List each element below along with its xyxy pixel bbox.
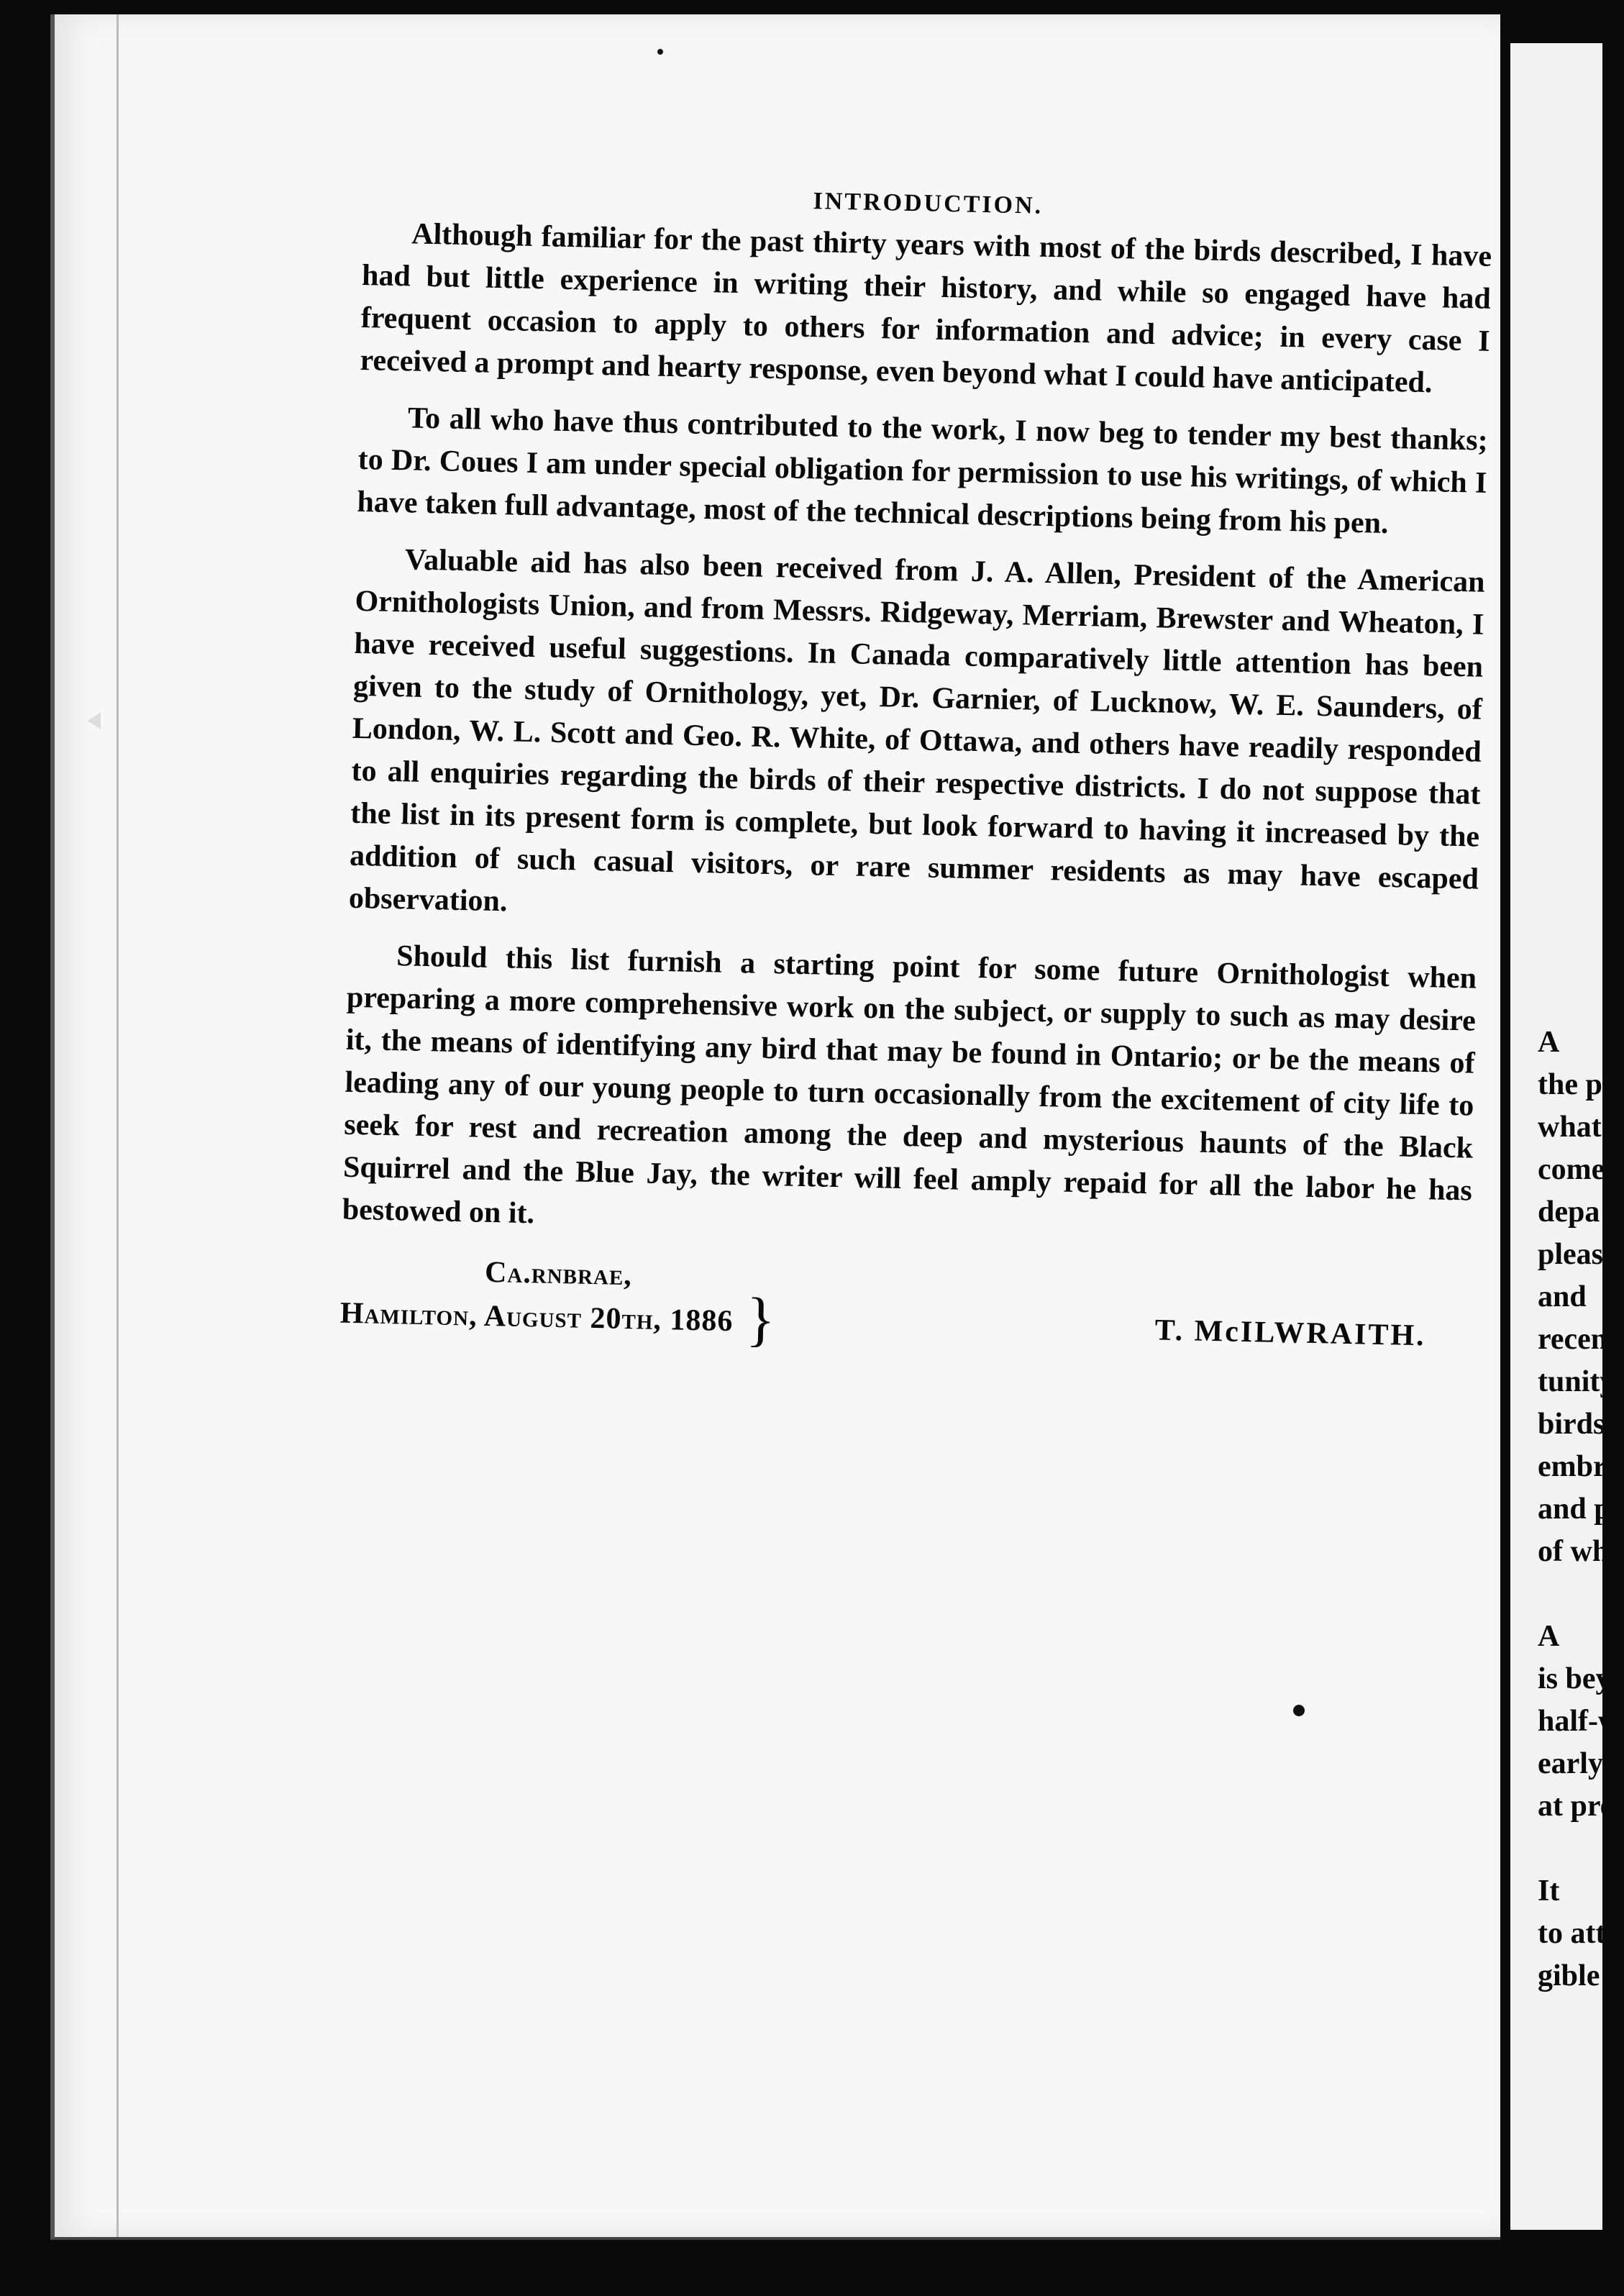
signature-author: T. McILWRAITH.	[1154, 1313, 1427, 1353]
spine-arrow-mark	[88, 712, 101, 729]
page-heading: INTRODUCTION.	[813, 188, 1044, 219]
adjacent-page-line: what	[1538, 1111, 1602, 1144]
adjacent-page-line: recen	[1538, 1323, 1608, 1356]
adjacent-page-line: of wh	[1538, 1535, 1610, 1568]
adjacent-page-line: and	[1538, 1280, 1587, 1313]
adjacent-page-line: It	[1538, 1874, 1560, 1908]
adjacent-page-line	[1538, 1828, 1624, 1870]
adjacent-page-line: come	[1538, 1153, 1605, 1186]
adjacent-page-line: pleas	[1538, 1238, 1604, 1271]
signature-brace: }	[745, 1285, 776, 1354]
adjacent-page-line: gible b	[1538, 1959, 1624, 1992]
adjacent-page-line: depa	[1538, 1195, 1600, 1229]
adjacent-page-line: tunity	[1538, 1365, 1615, 1398]
signature-place: Ca.rnbrae,	[484, 1255, 633, 1293]
adjacent-page-line: A	[1538, 1620, 1560, 1653]
adjacent-page-line: the p	[1538, 1068, 1602, 1101]
adjacent-page-line: and p	[1538, 1493, 1611, 1526]
ink-speck	[657, 49, 663, 55]
adjacent-page-line: half-w	[1538, 1705, 1620, 1738]
paragraph-4: Should this list furnish a starting point for some future Ornithologist when preparing a more comprehensive work on the subject, or supply to such as may desire it, the means of identifying any bird that may be found in Ontario; or be the means of leading any of our young people to turn occasionally from the excitement of city life to seek for rest and recreation among the deep and mysterious haunts of the Black Squirrel and the Blue Jay, the writer will feel amply repaid for all the labor he has bestowed on it.	[342, 939, 1477, 1231]
adjacent-page-text	[1538, 1021, 1624, 1997]
ink-dot	[1293, 1705, 1305, 1716]
adjacent-page-line: A	[1538, 1026, 1560, 1059]
adjacent-page-line	[1538, 1573, 1624, 1616]
introduction-text	[339, 176, 1492, 1359]
adjacent-page-line: is bey	[1538, 1662, 1611, 1695]
adjacent-page-line: to atte	[1538, 1917, 1620, 1950]
adjacent-page-line: birds	[1538, 1408, 1605, 1441]
signature-date: Hamilton, August 20th, 1886	[339, 1296, 734, 1339]
paragraph-1: Although familiar for the past thirty years with most of the birds described, I have had but little experience in writing their history, and while so engaged have had frequent occasion to apply to others for information and advice; in every case I received a prompt and hearty response, even beyond what I could have anticipated.	[360, 217, 1492, 400]
adjacent-page-line: embr	[1538, 1450, 1607, 1483]
paragraph-2: To all who have thus contributed to the work, I now beg to tender my best thanks; to Dr. Coues I am under special obligation for permission to use his writings, of which I have taken full advantage, most of the technical descriptions being from his pen.	[357, 401, 1489, 540]
adjacent-page-edge	[1510, 43, 1624, 2230]
adjacent-page-line: at pre	[1538, 1790, 1614, 1823]
scanned-page	[50, 14, 1500, 2240]
adjacent-page-line: early	[1538, 1747, 1603, 1780]
paragraph-3: Valuable aid has also been received from J. A. Allen, President of the American Ornithologists Union, and from Messrs. Ridgeway, Merriam, Brewster and Wheaton, I have received useful suggestions. In Canada comparatively little attention has been given to the study of Ornithology, yet, Dr. Garnier, of Lucknow, W. E. Saunders, of London, W. L. Scott and Geo. R. White, of Ottawa, and others have readily responded to all enquiries regarding the birds of their respective districts. I do not suppose that the list in its present form is complete, but look forward to having it increased by the addition of such casual visitors, or rare summer residents as may have escaped observation.	[348, 543, 1485, 919]
